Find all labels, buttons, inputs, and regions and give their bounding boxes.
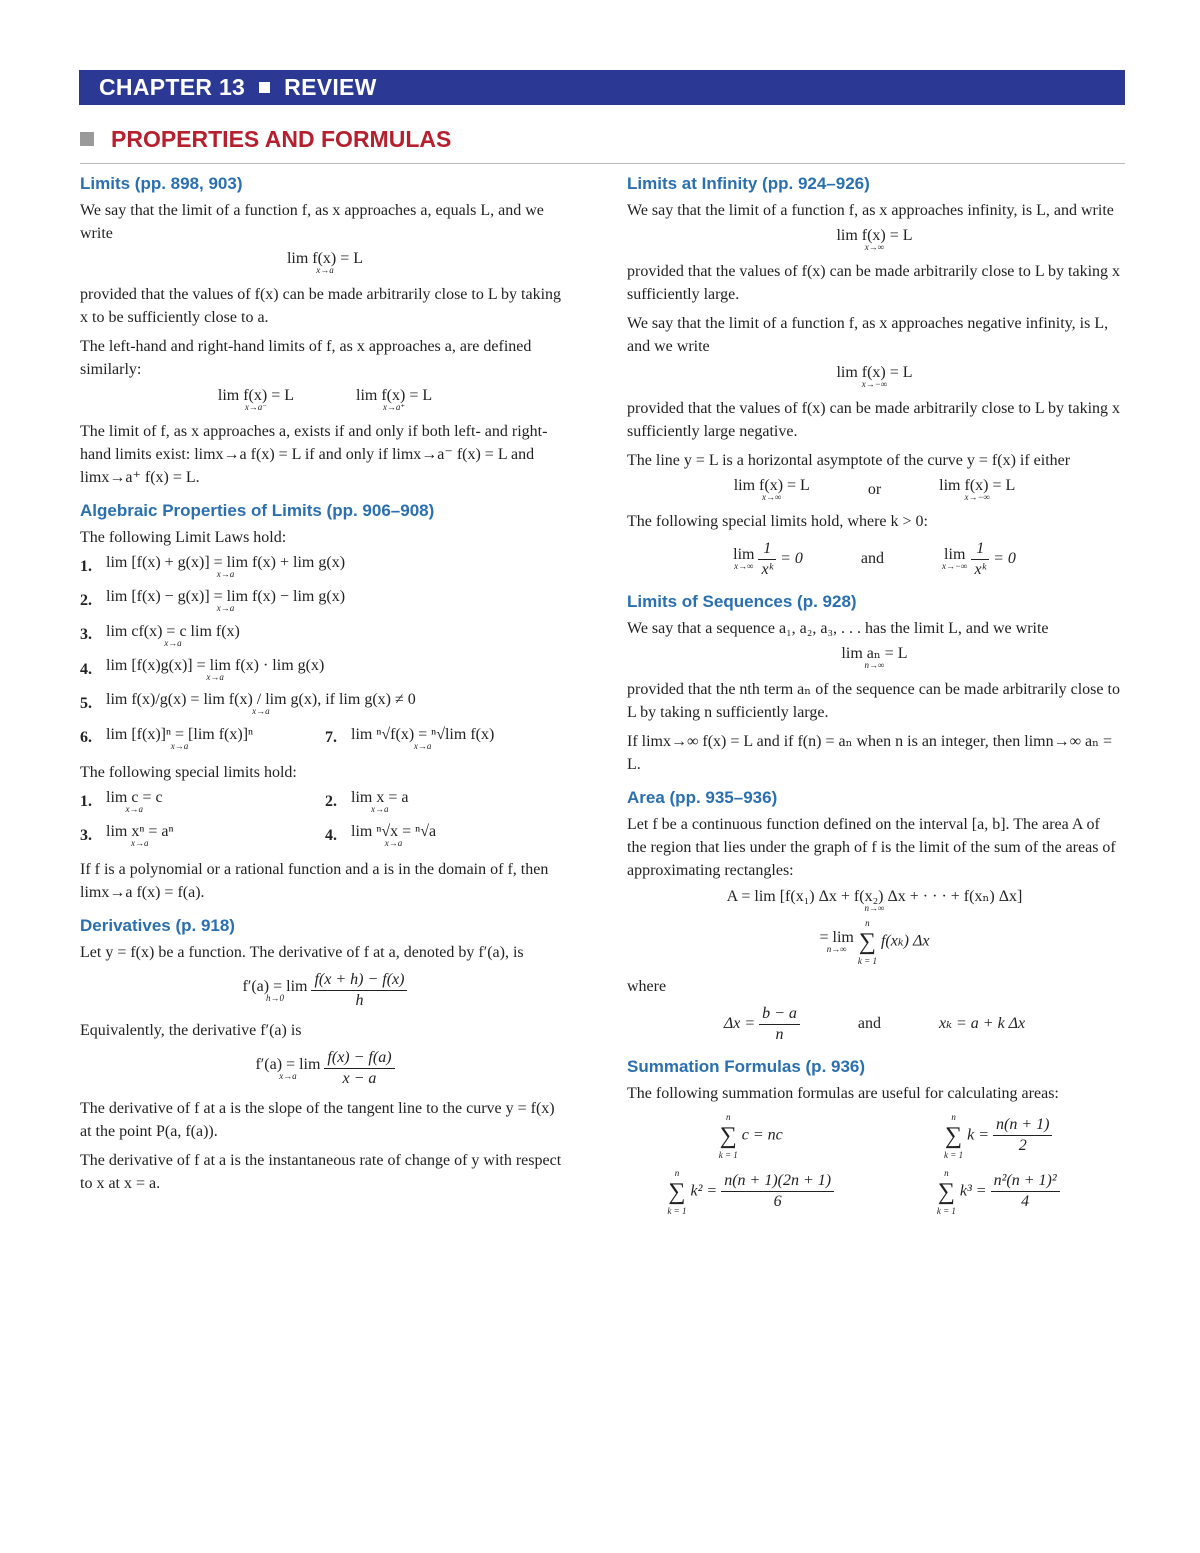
asymptote-text: The line y = L is a horizontal asymptote of the curve y = f(x) if either xyxy=(627,451,1071,469)
special-numerator: 1 xyxy=(758,539,776,560)
special-limit xyxy=(80,824,325,848)
square-bullet-icon xyxy=(80,132,94,146)
negative-provided: provided that the values of f(x) can be made arbitrarily close to L by taking x sufficiently large negative. xyxy=(627,399,1121,440)
law-expression: lim ⁿ√f(x) = ⁿ√lim f(x) xyxy=(351,725,495,743)
law-expression: lim cf(x) = c lim f(x) xyxy=(106,622,240,640)
limit-law xyxy=(80,658,570,682)
summation-row xyxy=(627,1167,1122,1217)
formula-denominator: 4 xyxy=(1021,1193,1030,1211)
law-subscript: x→a xyxy=(252,706,270,717)
sequence-equation xyxy=(627,646,1122,670)
equivalent-subscript: x→a xyxy=(279,1070,297,1081)
law-expression: lim f(x)/g(x) = lim f(x) / lim g(x), if lim g(x) ≠ 0 xyxy=(106,691,416,709)
negative-subscript: x→−∞ xyxy=(861,378,888,389)
summation-formula xyxy=(875,1167,1123,1217)
limits-heading: Limits (pp. 898, 903) xyxy=(80,174,243,193)
special-number: 3. xyxy=(80,826,92,844)
formula-denominator: 6 xyxy=(773,1193,782,1211)
asymptote-expression: lim f(x) = L xyxy=(733,476,810,494)
asymptote-equations xyxy=(627,478,1122,502)
formula-denominator: 2 xyxy=(1018,1137,1027,1155)
special-limit xyxy=(80,790,325,814)
summation-formula xyxy=(627,1111,875,1161)
sum-upper: n xyxy=(951,1111,956,1122)
formula-expression: c = nc xyxy=(741,1126,783,1144)
delta-x-denominator: n xyxy=(775,1025,784,1043)
special-rhs: = 0 xyxy=(780,550,803,568)
special-rhs: = 0 xyxy=(993,550,1016,568)
limit-expression: lim f(x) = L xyxy=(286,250,364,268)
derivative-numerator: f(x + h) − f(x) xyxy=(311,970,407,991)
area-heading: Area (pp. 935–936) xyxy=(627,788,778,808)
negative-expression: lim f(x) = L xyxy=(836,363,913,381)
sequence-intro: We say that a sequence a₁, a₂, a₃, . . . has the limit L, and we write xyxy=(627,619,1049,637)
special-number: 4. xyxy=(325,826,337,844)
area-intro: Let f be a continuous function defined on the interval [a, b]. The area A of the region that lies under the graph of f is the limit of the sum of the areas of approximating rectangles: xyxy=(627,816,1116,880)
sum-lower: k = 1 xyxy=(936,1205,956,1216)
limits-intro: We say that the limit of a function f, as x approaches a, equals L, and we write xyxy=(80,202,544,242)
and-label: and xyxy=(857,1014,882,1032)
sigma-icon: ∑ xyxy=(945,1122,963,1149)
equivalent-denominator: x − a xyxy=(342,1070,377,1088)
right-column xyxy=(627,172,1122,1217)
infinity-equation xyxy=(627,228,1122,252)
left-limit-subscript: x→a⁻ xyxy=(244,401,268,412)
sigma-icon: ∑ xyxy=(719,1122,737,1149)
area-expression: A = lim [f(x₁) Δx + f(x₂) Δx + · · · + f(xₙ) Δx] xyxy=(726,887,1023,905)
formula-numerator: n²(n + 1)² xyxy=(991,1171,1060,1192)
limit-law xyxy=(80,726,325,750)
one-sided-intro: The left-hand and right-hand limits of f, as x approaches a, are defined similarly: xyxy=(80,338,532,379)
sigma-icon: ∑ xyxy=(858,928,876,955)
summation-intro: The following summation formulas are useful for calculating areas: xyxy=(627,1084,1059,1102)
sum-upper: n xyxy=(865,917,870,928)
infinity-heading: Limits at Infinity (pp. 924–926) xyxy=(627,174,870,193)
limits-provided: provided that the values of f(x) can be made arbitrarily close to L by taking x to be sufficiently close to a. xyxy=(80,286,562,327)
asymptote-subscript: x→∞ xyxy=(762,491,782,502)
special-subscript: x→a xyxy=(125,803,144,814)
section-title xyxy=(80,124,451,154)
special-subscript: x→a xyxy=(384,838,403,849)
formula-lhs: k² = xyxy=(690,1182,718,1200)
sigma-icon: ∑ xyxy=(937,1178,955,1205)
derivative-subscript: h→0 xyxy=(265,992,284,1003)
special-limit xyxy=(325,824,570,848)
special-number: 1. xyxy=(80,792,92,810)
formula-numerator: n(n + 1) xyxy=(993,1115,1052,1136)
polynomial-text: If f is a polynomial or a rational function and a is in the domain of f, then limx→a f(x) = f(a). xyxy=(80,861,549,902)
law-subscript: x→a xyxy=(206,671,224,682)
sequence-if: If limx→∞ f(x) = L and if f(n) = aₙ when n is an integer, then limn→∞ aₙ = L. xyxy=(627,733,1113,774)
sum-upper: n xyxy=(944,1167,949,1178)
equivalent-lhs: f′(a) = lim xyxy=(255,1055,321,1073)
law-subscript: x→a xyxy=(170,740,189,751)
special-subscript: x→∞ xyxy=(734,561,754,572)
sum-lower: k = 1 xyxy=(718,1149,738,1160)
left-limit-expression: lim f(x) = L xyxy=(217,386,294,404)
sum-lower: k = 1 xyxy=(667,1205,687,1216)
law-number: 3. xyxy=(80,626,92,644)
delta-x-equation xyxy=(627,1004,1122,1045)
special-limit-equations: lim x→∞ $\frac{1}{\text{xᵏ}}$ = 0 and lim x→−∞ $\frac{1}{\text{xᵏ}}$ = 0 xyxy=(733,539,1016,578)
sum-lower: k = 1 xyxy=(944,1149,964,1160)
special-numerator: 1 xyxy=(971,539,989,560)
limit-law-pair xyxy=(80,726,570,750)
limit-equation xyxy=(80,251,570,275)
law-number: 4. xyxy=(80,660,92,678)
special-expression: lim xⁿ = aⁿ xyxy=(106,823,174,841)
limit-law xyxy=(80,623,570,647)
law-number: 5. xyxy=(80,694,92,712)
summation-formula xyxy=(627,1167,875,1217)
special-subscript: x→−∞ xyxy=(941,561,968,572)
law-subscript: x→a xyxy=(413,740,432,751)
law-expression: lim [f(x)g(x)] = lim f(x) · lim g(x) xyxy=(106,656,325,674)
law-number: 2. xyxy=(80,591,92,609)
special-denominator: xᵏ xyxy=(761,560,774,578)
sigma-icon: ∑ xyxy=(668,1178,686,1205)
left-column xyxy=(80,172,570,1201)
summation-formula xyxy=(875,1111,1123,1161)
limit-law xyxy=(80,692,570,716)
right-limit-subscript: x→a⁺ xyxy=(382,401,406,412)
chapter-banner xyxy=(79,70,1125,105)
special-expression: lim ⁿ√x = ⁿ√a xyxy=(351,823,437,841)
law-expression: lim [f(x) − g(x)] = lim f(x) − lim g(x) xyxy=(106,588,346,606)
delta-x-lhs: Δx = xyxy=(723,1014,756,1032)
equivalent-equation xyxy=(80,1048,570,1089)
law-number: 1. xyxy=(80,557,92,575)
law-expression: lim [f(x)]ⁿ = [lim f(x)]ⁿ xyxy=(106,725,254,743)
formula-lhs: k³ = xyxy=(959,1182,987,1200)
sum-lower: k = 1 xyxy=(857,955,877,966)
derivatives-heading: Derivatives (p. 918) xyxy=(80,916,235,936)
area-subscript: n→∞ xyxy=(826,943,847,954)
xk-expression: xₖ = a + k Δx xyxy=(939,1014,1026,1032)
special-limits-intro: The following special limits hold: xyxy=(80,763,297,781)
where-label: where xyxy=(627,977,667,995)
special-subscript: x→a xyxy=(370,803,389,814)
review-label: REVIEW xyxy=(284,74,377,100)
law-expression: lim [f(x) + g(x)] = lim f(x) + lim g(x) xyxy=(106,553,346,571)
special-expression: lim c = c xyxy=(106,788,163,806)
square-bullet-icon xyxy=(259,82,270,93)
limit-subscript: x→a xyxy=(316,265,334,276)
law-number: 7. xyxy=(325,729,337,747)
special-limit xyxy=(325,790,570,814)
exists-text: The limit of f, as x approaches a, exists if and only if both left- and right-hand limits exist: limx→a f(x) = L if and only if limx→a⁻ f(x) = L and limx→a⁺ f(x) = L. xyxy=(80,422,548,486)
special-denominator: xᵏ xyxy=(974,560,987,578)
divider xyxy=(80,163,1125,164)
derivative-equation xyxy=(80,970,570,1011)
law-subscript: x→a xyxy=(216,568,235,579)
formula-lhs: k = xyxy=(967,1126,990,1144)
limit-law xyxy=(80,555,570,579)
algebraic-heading: Algebraic Properties of Limits (pp. 906–908) xyxy=(80,500,435,520)
and-label: and xyxy=(860,550,884,568)
special-number: 2. xyxy=(325,792,337,810)
area-subscript: n→∞ xyxy=(864,902,885,913)
asymptote-expression: lim f(x) = L xyxy=(939,476,1016,494)
law-number: 6. xyxy=(80,729,92,747)
special-limits-text: The following special limits hold, where k > 0: xyxy=(627,512,928,530)
negative-intro: We say that the limit of a function f, as x approaches negative infinity, is L, and we write xyxy=(627,315,1109,356)
derivative-intro: Let y = f(x) be a function. The derivative of f at a, denoted by f′(a), is xyxy=(80,944,524,962)
law-subscript: x→a xyxy=(216,603,235,614)
right-limit-expression: lim f(x) = L xyxy=(356,386,433,404)
section-title-text: PROPERTIES AND FORMULAS xyxy=(111,126,452,152)
limit-law xyxy=(80,589,570,613)
sequence-provided: provided that the nth term aₙ of the sequence can be made arbitrarily close to L by taking n sufficiently large. xyxy=(627,681,1120,722)
delta-x-numerator: b − a xyxy=(759,1004,800,1025)
summation-heading: Summation Formulas (p. 936) xyxy=(627,1056,866,1076)
area-sum-term: f(xₖ) Δx xyxy=(880,932,930,950)
area-equation xyxy=(627,888,1122,912)
one-sided-equations xyxy=(80,387,570,411)
tangent-text: The derivative of f at a is the slope of the tangent line to the curve y = f(x) at the point P(a, f(a)). xyxy=(80,1100,555,1141)
negative-equation xyxy=(627,364,1122,388)
sequence-subscript: n→∞ xyxy=(864,660,885,671)
or-label: or xyxy=(867,480,882,498)
equivalent-text: Equivalently, the derivative f′(a) is xyxy=(80,1022,302,1040)
special-limits-row xyxy=(80,790,570,814)
summation-row xyxy=(627,1111,1122,1161)
derivative-lhs: f′(a) = lim xyxy=(242,977,308,995)
infinity-intro: We say that the limit of a function f, as x approaches infinity, is L, and write xyxy=(627,202,1114,219)
sum-upper: n xyxy=(674,1167,680,1178)
equivalent-numerator: f(x) − f(a) xyxy=(324,1048,394,1069)
infinity-provided: provided that the values of f(x) can be made arbitrarily close to L by taking x sufficiently large. xyxy=(627,263,1121,304)
special-limits-row xyxy=(80,824,570,848)
sequences-heading: Limits of Sequences (p. 928) xyxy=(627,591,857,611)
area-sum-equation xyxy=(627,917,1122,967)
derivative-denominator: h xyxy=(355,992,364,1010)
infinity-subscript: x→∞ xyxy=(864,242,885,253)
asymptote-subscript: x→−∞ xyxy=(964,491,990,502)
chapter-label: CHAPTER 13 xyxy=(99,74,246,100)
infinity-expression: lim f(x) = L xyxy=(836,227,913,245)
special-expression: lim x = a xyxy=(351,788,409,806)
area-sum-lhs: = lim xyxy=(819,928,854,946)
sequence-expression: lim aₙ = L xyxy=(841,645,908,663)
formula-numerator: n(n + 1)(2n + 1) xyxy=(721,1171,834,1192)
law-subscript: x→a xyxy=(164,637,182,648)
rate-text: The derivative of f at a is the instantaneous rate of change of y with respect to x at x = a. xyxy=(80,1152,562,1193)
special-subscript: x→a xyxy=(131,838,149,849)
limit-law xyxy=(325,726,570,750)
sum-upper: n xyxy=(725,1111,731,1122)
limit-laws-intro: The following Limit Laws hold: xyxy=(80,528,287,546)
